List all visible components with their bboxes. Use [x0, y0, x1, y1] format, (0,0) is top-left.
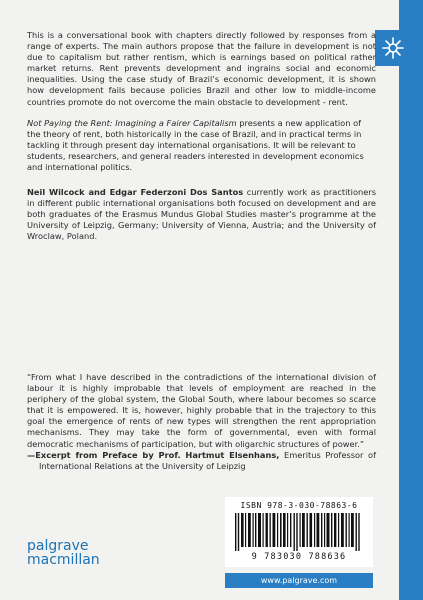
blurb-paragraph-1 [27, 30, 376, 116]
quote-text: “From what I have described in the contradictions of the international division of labour it is highly improbable that levels of employment are reached in the periphery of the global system, the Global South, where labour becomes so scarce that it is empowered. It is, however, highly probable that in the trajectory to this goal the emergence of rents of new types will strengthen the rent appropriation mechanisms. They may take the form of governmental, even with formal democratic mechanisms of participation, but with oligarchic structures of power.” [27, 372, 376, 449]
author-bio-paragraph [27, 187, 376, 250]
quote-attribution-role: Emeritus Professor of International Relations at the University of Leipzig [39, 449, 376, 471]
isbn-barcode [225, 497, 373, 567]
blurb-paragraph-2 [27, 118, 376, 181]
palgrave-star-logo-icon [375, 30, 411, 66]
blurb-text-2: presents a new application of the theory of rent, both historically in the case of Brazil, and in practical terms in tackling it through present day international organisations. It will be relevant to students, researchers, and general readers interested in development economics and international politics. [27, 118, 364, 173]
barcode-bars [231, 513, 367, 551]
blurb-text-1: This is a conversational book with chapters directly followed by responses from a range of experts. The main authors propose that the failure in development is not due to capitalism but rather rentism, which is earnings based on political rather market returns. Rent prevents development and ingrains social and economic inequalities. Using the case study of Brazil’s economic development, it is shown how development fails because policies Brazil and other low to middle-income countries promote do not overcome the main obstacle to development - rent. [27, 30, 376, 107]
publisher-url-bar [225, 573, 373, 588]
author-bio-text: currently work as practitioners in different public international organisations both focused on development and are both graduates of the Erasmus Mundus Global Studies master’s programme at the University of Leipzig, Germany; University of Vienna, Austria; and the University of Wroclaw, Poland. [27, 187, 376, 242]
isbn-label: ISBN 978-3-030-78863-6 [240, 501, 358, 510]
quote-attribution-name: —Excerpt from Preface by Prof. Hartmut Elsenhans, [27, 449, 280, 460]
publisher-url: www.palgrave.com [260, 576, 338, 585]
preface-quote [27, 372, 376, 480]
quote-attribution [27, 450, 376, 472]
publisher-name-line-2: macmillan [27, 552, 100, 568]
book-title-italic: Not Paying the Rent: Imagining a Fairer Capitalism [27, 118, 237, 128]
isbn-digits: 9 783030 788636 [251, 552, 347, 562]
palgrave-macmillan-logo [27, 539, 100, 567]
publisher-name-line-1: palgrave [27, 538, 89, 554]
spine-stripe [399, 0, 423, 600]
author-names: Neil Wilcock and Edgar Federzoni Dos Santos [27, 187, 244, 197]
